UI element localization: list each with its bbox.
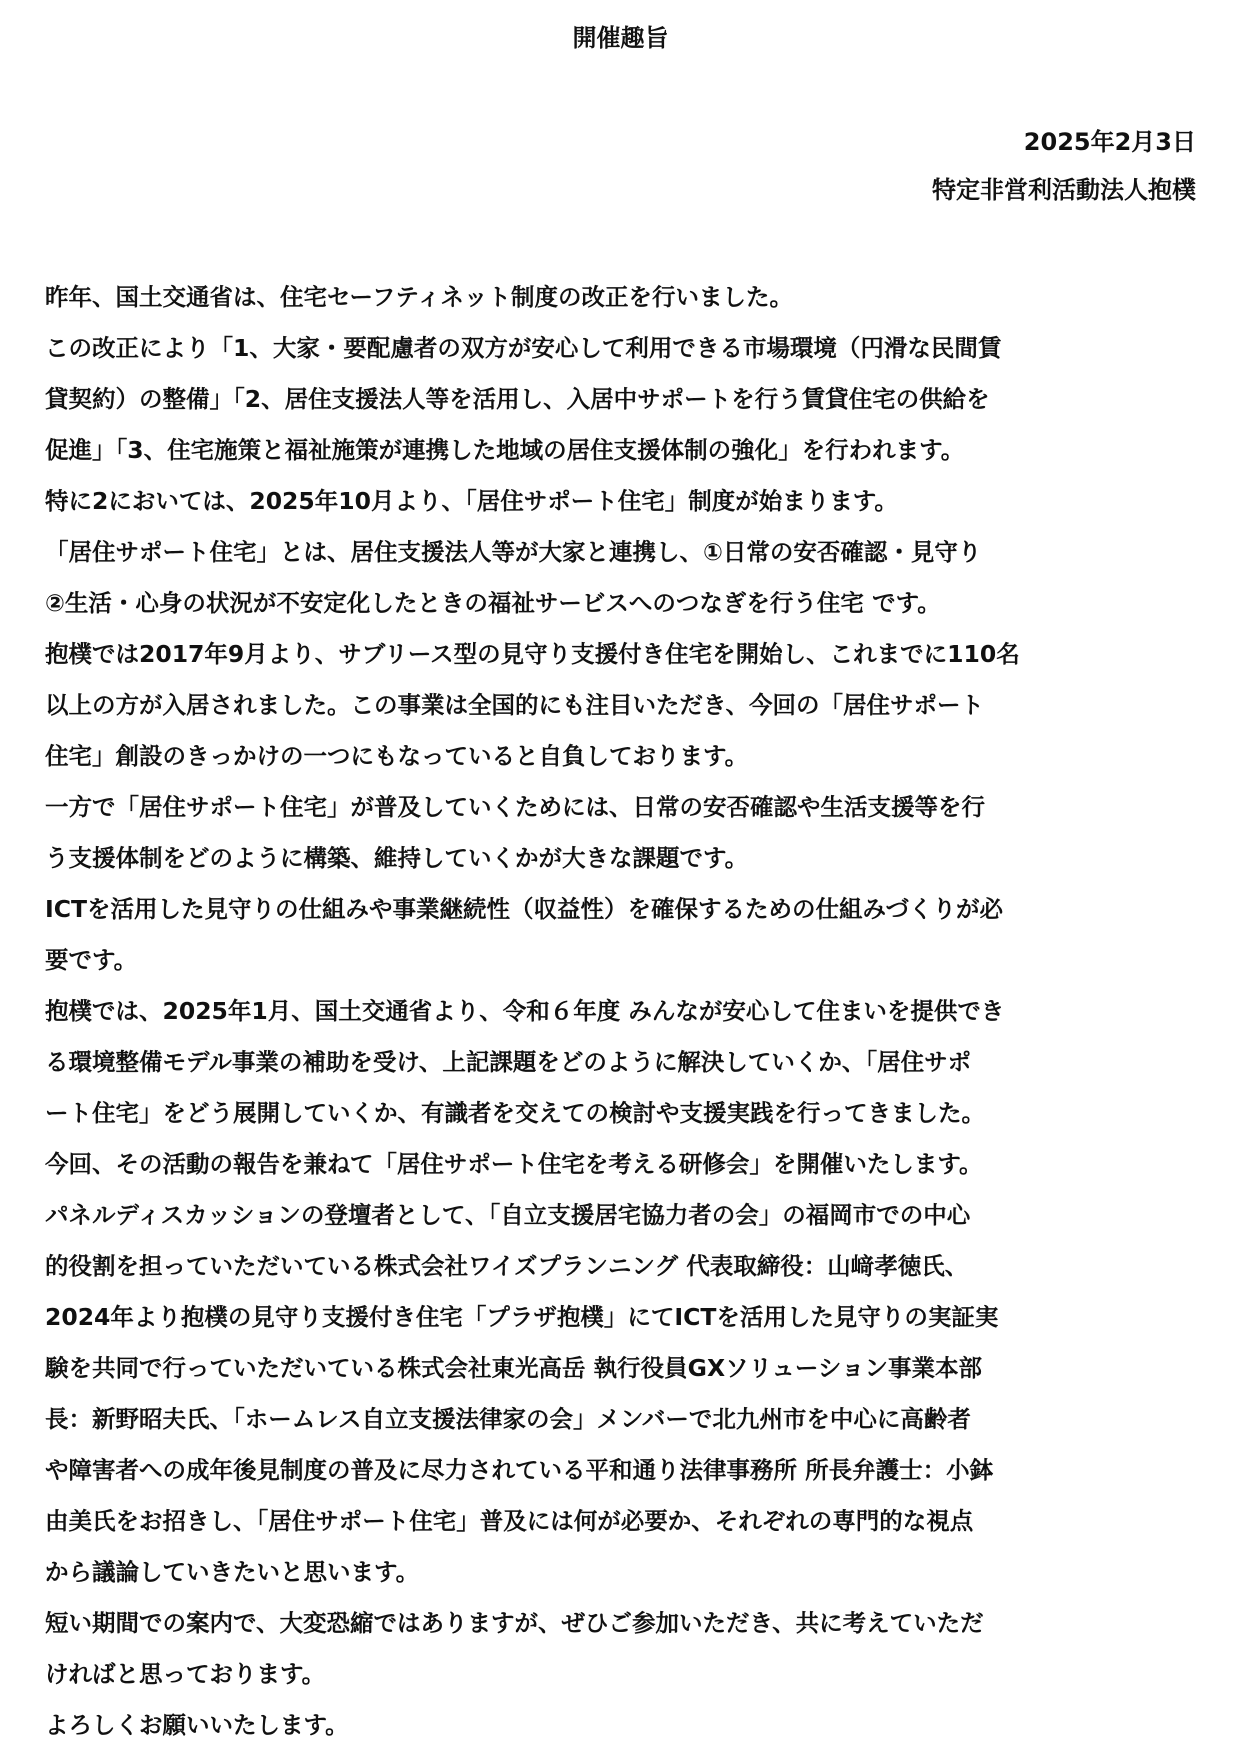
body-line: 一方で「居住サポート住宅」が普及していくためには、日常の安否確認や生活支援等を行 — [45, 793, 985, 821]
body-line: る環境整備モデル事業の補助を受け、上記課題をどのように解決していくか、「居住サポ — [45, 1048, 972, 1076]
body-line: 2024年より抱樸の見守り支援付き住宅「プラザ抱樸」にてICTを活用した見守りの実証実 — [45, 1303, 999, 1331]
page-title: 開催趣旨 — [572, 24, 669, 52]
body-line: ②生活・心身の状況が不安定化したときの福祉サービスへのつなぎを行う住宅 です。 — [45, 589, 941, 617]
body-line: 今回、その活動の報告を兼ねて「居住サポート住宅を考える研修会」を開催いたします。 — [45, 1150, 983, 1178]
body-line: ICTを活用した見守りの仕組みや事業継続性（収益性）を確保するための仕組みづくりが必 — [45, 895, 1004, 923]
body-line: この改正により「1、大家・要配慮者の双方が安心して利用できる市場環境（円滑な民間賃 — [45, 334, 1002, 362]
body-line: 短い期間での案内で、大変恐縮ではありますが、ぜひご参加いただき、共に考えていただ — [45, 1609, 984, 1637]
body-text — [45, 272, 1215, 1751]
body-line: 的役割を担っていただいている株式会社ワイズプランニング 代表取締役：山﨑孝徳氏、 — [45, 1252, 969, 1280]
body-line: 貸契約）の整備」「2、居住支援法人等を活用し、入居中サポートを行う賃貸住宅の供給を — [45, 385, 990, 413]
body-line: ければと思っております。 — [45, 1660, 326, 1688]
body-line: 抱樸では、2025年1月、国土交通省より、令和６年度 みんなが安心して住まいを提供でき — [45, 997, 1005, 1025]
body-line: う支援体制をどのように構築、維持していくかが大きな課題です。 — [45, 844, 749, 872]
body-line: 住宅」創設のきっかけの一つにもなっていると自負しております。 — [45, 742, 749, 770]
document-date: 2025年2月3日 — [1023, 128, 1196, 156]
body-line: 昨年、国土交通省は、住宅セーフティネット制度の改正を行いました。 — [45, 283, 794, 311]
body-line: 以上の方が入居されました。この事業は全国的にも注目いただき、今回の「居住サポート — [45, 691, 985, 719]
body-line: 促進」「3、住宅施策と福祉施策が連携した地域の居住支援体制の強化」を行われます。 — [45, 436, 965, 464]
body-line: 要です。 — [45, 946, 138, 974]
body-line: や障害者への成年後見制度の普及に尽力されている平和通り法律事務所 所長弁護士：小鉢 — [45, 1456, 994, 1484]
body-line: ート住宅」をどう展開していくか、有識者を交えての検討や支援実践を行ってきました。 — [45, 1099, 985, 1127]
body-line: 「居住サポート住宅」とは、居住支援法人等が大家と連携し、①日常の安否確認・見守り — [45, 538, 982, 566]
organization-name: 特定非営利活動法人抱樸 — [932, 176, 1196, 204]
body-line: 抱樸では2017年9月より、サブリース型の見守り支援付き住宅を開始し、これまでに110名 — [45, 640, 1020, 668]
body-line: 長：新野昭夫氏、「ホームレス自立支援法律家の会」メンバーで北九州市を中心に高齢者 — [45, 1405, 971, 1433]
body-line: から議論していきたいと思います。 — [45, 1558, 420, 1586]
body-line: パネルディスカッションの登壇者として、「自立支援居宅協力者の会」の福岡市での中心 — [45, 1201, 971, 1229]
body-line: 特に2においては、2025年10月より、「居住サポート住宅」制度が始まります。 — [45, 487, 898, 515]
body-line: よろしくお願いいたします。 — [45, 1711, 349, 1739]
body-line: 験を共同で行っていただいている株式会社東光高岳 執行役員GXソリューション事業本部 — [45, 1354, 982, 1382]
body-line: 由美氏をお招きし、「居住サポート住宅」普及には何が必要か、それぞれの専門的な視点 — [45, 1507, 974, 1535]
